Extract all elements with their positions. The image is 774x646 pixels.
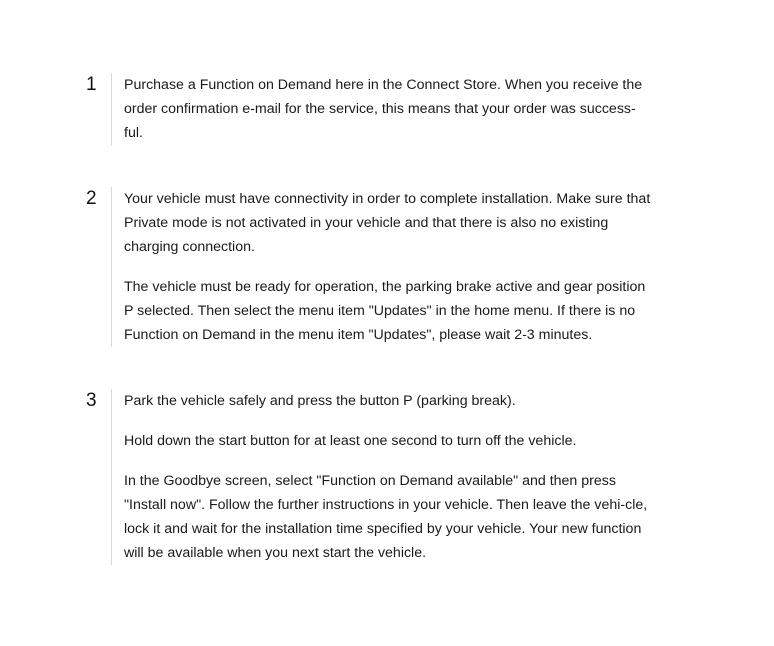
step-paragraph: Hold down the start button for at least one second to turn off the vehicle. [124,433,577,449]
step-paragraph: In the Goodbye screen, select "Function on Demand available" and then press "Install now". Follow the further instructions in your vehicle. Then leave the vehi-cle, lock it and wait for the installation time specified by your vehicle. Your new function will be available when you next start the vehicle. [124,473,648,561]
step-paragraph: Park the vehicle safely and press the button P (parking break). [124,393,516,409]
step-body [124,187,654,347]
step-number: 3 [86,390,97,411]
step-number: 2 [86,188,97,209]
step-number: 1 [86,74,97,95]
step-body [124,73,654,145]
step-divider [111,187,112,347]
step-body [124,389,654,565]
step-paragraph: Purchase a Function on Demand here in the Connect Store. When you receive the order confirmation e-mail for the service, this means that your order was success-ful. [124,77,643,141]
step-paragraph: Your vehicle must have connectivity in order to complete installation. Make sure that Private mode is not activated in your vehicle and that there is also no existing charging connection. [124,191,651,255]
step-divider [111,73,112,146]
step-divider [111,389,112,565]
step-paragraph: The vehicle must be ready for operation, the parking brake active and gear position P selected. Then select the menu item "Updates" in the home menu. If there is no Function on Demand in the menu item "Updates", please wait 2-3 minutes. [124,279,646,343]
